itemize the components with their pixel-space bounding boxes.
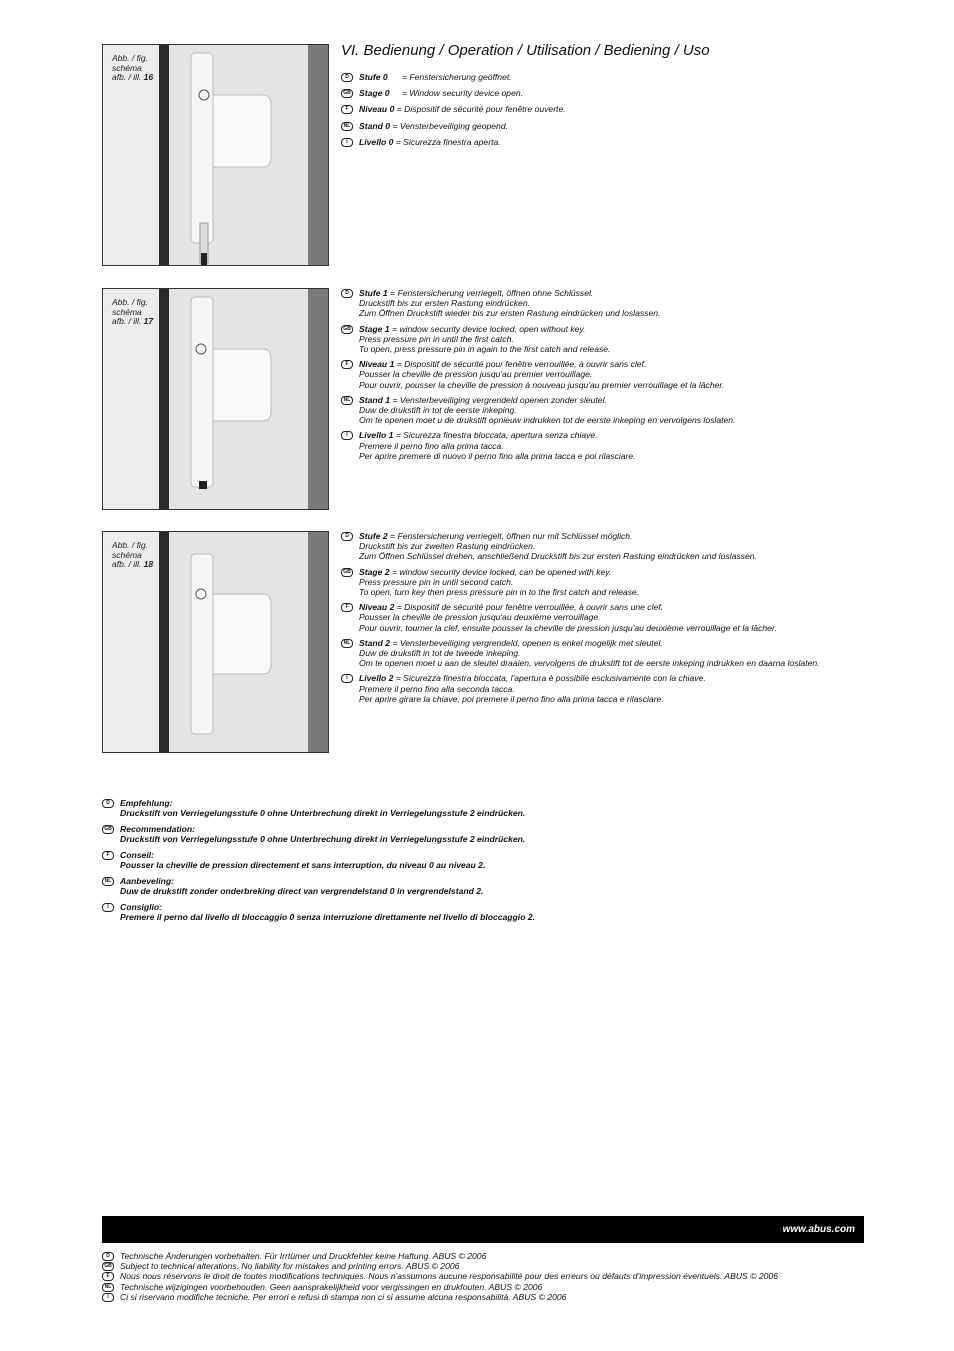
language-badge-icon: D [102,799,114,808]
entry-text: Premere il perno fino alla prima tacca. [359,440,504,451]
language-badge-icon: NL [102,1283,114,1292]
entry-head: Conseil: [120,850,154,860]
entry-text: = Vensterbeveiliging vergrendeld openen zonder sleutel. [392,394,607,405]
recommendation-entry [102,876,535,896]
legal-entry [102,1251,778,1261]
figure-label-line: Abb. / fig. [112,53,148,63]
entry-head: Stage 0 [359,88,390,99]
figure-label-line: schéma [112,306,142,317]
entry-text: Druckstift von Verriegelungsstufe 0 ohne Unterbrechung direkt in Verriegelungsstufe 2 eindrücken. [120,808,526,818]
entry-text: Druckstift von Verriegelungsstufe 0 ohne Unterbrechung direkt in Verriegelungsstufe 2 eindrücken. [120,834,526,844]
stage-0-entry [341,88,566,98]
stage-2-entry [341,567,820,598]
entry-text: Zum Öffnen Druckstift wieder bis zur ersten Rastung eindrücken und loslassen. [359,308,661,319]
stage-0-entry [341,104,566,114]
figure-label [112,541,153,570]
entry-text: Duw de drukstift in tot de tweede inkeping. [359,648,521,659]
entry-text: Druckstift bis zur ersten Rastung eindrücken. [359,298,530,309]
stage-1-entry [341,430,735,461]
entry-head: Stand 1 [359,394,391,405]
language-badge-icon: I [102,1293,114,1302]
entry-text: Duw de drukstift in tot de eerste inkeping. [359,405,517,416]
entry-text: = Dispositif de sécurité pour fenêtre ouverte. [396,104,566,115]
figure-number: 17 [143,316,154,326]
footer-bar [102,1216,864,1243]
entry-text: Pour ouvrir, pousser la cheville de pression à nouveau jusqu'au premier verrouillage et la lâcher. [359,379,725,390]
language-badge-icon: D [102,1252,114,1261]
stage-0-list [341,72,566,153]
entry-text: To open, press pressure pin in again to the first catch and release. [359,344,611,355]
entry-text: Zum Öffnen Schlüssel drehen, anschließend Druckstift bis zur ersten Rastung eindrücken und loslassen. [359,551,757,562]
entry-head: Livello 0 [359,136,394,147]
stage-0-entry [341,121,566,131]
figure-label-line: Abb. / fig. [112,297,148,307]
language-badge-icon: I [341,674,353,683]
figure-label-line: schéma [112,549,142,560]
figure-label-line: schéma [112,62,142,73]
language-badge-icon: F [102,851,114,860]
recommendations-list [102,798,535,928]
entry-head: Stand 2 [359,637,391,648]
entry-head: Stufe 1 [359,288,388,298]
stage-2-entry [341,531,820,562]
stage-1-entry [341,288,735,319]
legal-entry [102,1261,778,1271]
entry-head: Stage 2 [359,566,390,577]
entry-text: = window security device locked, can be opened with key. [391,566,612,577]
entry-head: Stufe 0 [359,72,388,82]
figure-label [112,54,153,83]
entry-head: Niveau 0 [359,104,395,115]
entry-text: = window security device locked, open without key. [391,323,586,334]
entry-text: = Vensterbeveiliging vergrendeld, openen is enkel mogelijk met sleutel. [392,637,663,648]
entry-text: Per aprire girare la chiave, poi premere il perno fino alla prima tacca e rilasciare. [359,693,664,704]
legal-entry [102,1282,778,1292]
stage-2-entry [341,602,820,633]
entry-text: Ci si riservano modifiche tecniche. Per errori e refusi di stampa non ci si assume alcuna responsabilità. ABUS © 2006 [120,1291,567,1302]
stage-2-entry [341,673,820,704]
stage-0-entry [341,72,566,82]
figure-18-photo [102,531,329,753]
legal-notes [102,1251,778,1302]
language-badge-icon: D [341,73,353,82]
figure-label-line: afb. / ill. [112,72,142,82]
entry-text: Technische wijzigingen voorbehouden. Geen aansprakelijkheid voor vergissingen en drukfouten. ABUS © 2006 [120,1281,543,1292]
entry-text: = Vensterbeveiliging geopend. [392,120,508,131]
language-badge-icon: NL [102,877,114,886]
page-title: VI. Bedienung / Operation / Utilisation / Bediening / Uso [341,42,710,59]
language-badge-icon: D [341,532,353,541]
figure-label [112,298,153,327]
language-badge-icon: F [341,603,353,612]
stage-2-list [341,531,820,709]
figure-number: 18 [143,559,154,569]
figure-16-photo [102,44,329,266]
entry-text: = Dispositif de sécurité pour fenêtre verrouillée, à ouvrir sans une clef. [396,602,664,613]
recommendation-entry [102,824,535,844]
recommendation-entry [102,902,535,922]
recommendation-entry [102,850,535,870]
legal-entry [102,1271,778,1281]
entry-head: Stand 0 [359,120,391,131]
entry-text: Technische Änderungen vorbehalten. Für Irrtümer und Druckfehler keine Haftung. ABUS © 2006 [120,1251,487,1261]
stage-1-list [341,288,735,466]
language-badge-icon: GB [102,825,114,834]
entry-text: Per aprire premere di nuovo il perno fino alla prima tacca e poi rilasciare. [359,450,636,461]
entry-head: Empfehlung: [120,798,173,808]
entry-text: = Sicurezza finestra bloccata, apertura senza chiave. [395,430,598,441]
language-badge-icon: I [102,903,114,912]
entry-text: = Fenstersicherung verriegelt, öffnen ohne Schlüssel. [390,288,594,298]
entry-head: Recommendation: [120,824,195,834]
entry-text: Pour ouvrir, tourner la clef, ensuite pousser la cheville de pression jusqu'au deuxième verrouillage et la lâcher. [359,622,777,633]
entry-text: To open, turn key then press pressure pin in to the first catch and release. [359,587,640,598]
figure-label-line: afb. / ill. [112,316,142,326]
language-badge-icon: D [341,289,353,298]
entry-text: Om te openen moet u de drukstift opnieuw indrukken tot de eerste inkeping en vervolgens loslaten. [359,415,736,426]
stage-1-entry [341,324,735,355]
language-badge-icon: GB [341,325,353,334]
stage-1-entry [341,359,735,390]
figure-label-line: Abb. / fig. [112,540,148,550]
entry-text: Press pressure pin in until the first catch. [359,333,514,344]
entry-text: = Sicurezza finestra bloccata, l'apertura è possibile esclusivamente con la chiave. [395,673,706,684]
language-badge-icon: GB [102,1262,114,1271]
entry-text: = Fenstersicherung geöffnet. [402,72,512,82]
entry-text: Pousser la cheville de pression directement et sans interruption, du niveau 0 au niveau 2. [120,860,486,870]
language-badge-icon: GB [341,89,353,98]
entry-text: Premere il perno fino alla seconda tacca. [359,683,515,694]
entry-text: Nous nous réservons le droit de toutes modifications techniques. Nous n'assumons aucune responsabilité pour des erreurs ou défauts d'impression éventuels. ABUS © 2006 [120,1271,779,1282]
entry-text: Om te openen moet u aan de sleutel draaien, vervolgens de drukstift tot de eerste inkeping indrukken en daarna loslaten. [359,658,820,669]
entry-text: Druckstift bis zur zweiten Rastung eindrücken. [359,541,536,552]
entry-head: Aanbeveling: [120,876,174,886]
entry-text: Duw de drukstift zonder onderbreking direct van vergrendelstand 0 in vergrendelstand 2. [120,886,484,896]
entry-head: Livello 1 [359,430,394,441]
language-badge-icon: NL [341,639,353,648]
entry-head: Consiglio: [120,902,163,912]
language-badge-icon: F [341,105,353,114]
stage-1-entry [341,395,735,426]
entry-head: Stage 1 [359,323,390,334]
entry-head: Niveau 1 [359,359,395,370]
figure-17-photo [102,288,329,510]
website-link[interactable]: www.abus.com [782,1224,855,1235]
language-badge-icon: F [341,360,353,369]
figure-label-line: afb. / ill. [112,559,142,569]
language-badge-icon: NL [341,396,353,405]
stage-2-entry [341,638,820,669]
figure-number: 16 [143,72,154,82]
entry-head: Stufe 2 [359,531,388,541]
entry-head: Livello 2 [359,673,394,684]
entry-text: = Fenstersicherung verriegelt, öffnen nur mit Schlüssel möglich. [390,531,633,541]
language-badge-icon: I [341,138,353,147]
language-badge-icon: GB [341,568,353,577]
entry-text: Subject to technical alterations. No liability for mistakes and printing errors. ABUS © 2006 [120,1261,460,1272]
recommendation-entry [102,798,535,818]
entry-text: = Dispositif de sécurité pour fenêtre verrouillée, à ouvrir sans clef. [396,359,647,370]
entry-text: Pousser la cheville de pression jusqu'au deuxième verrouillage. [359,612,601,623]
entry-head: Niveau 2 [359,602,395,613]
language-badge-icon: NL [341,122,353,131]
language-badge-icon: I [341,431,353,440]
stage-0-entry [341,137,566,147]
language-badge-icon: F [102,1272,114,1281]
legal-entry [102,1292,778,1302]
entry-text: Premere il perno dal livello di bloccaggio 0 senza interruzione direttamente nel livello di bloccaggio 2. [120,912,535,922]
entry-text: = Sicurezza finestra aperta. [395,136,501,147]
entry-text: = Window security device open. [402,88,524,99]
entry-text: Press pressure pin in until second catch. [359,576,514,587]
entry-text: Pousser la cheville de pression jusqu'au premier verrouillage. [359,369,593,380]
